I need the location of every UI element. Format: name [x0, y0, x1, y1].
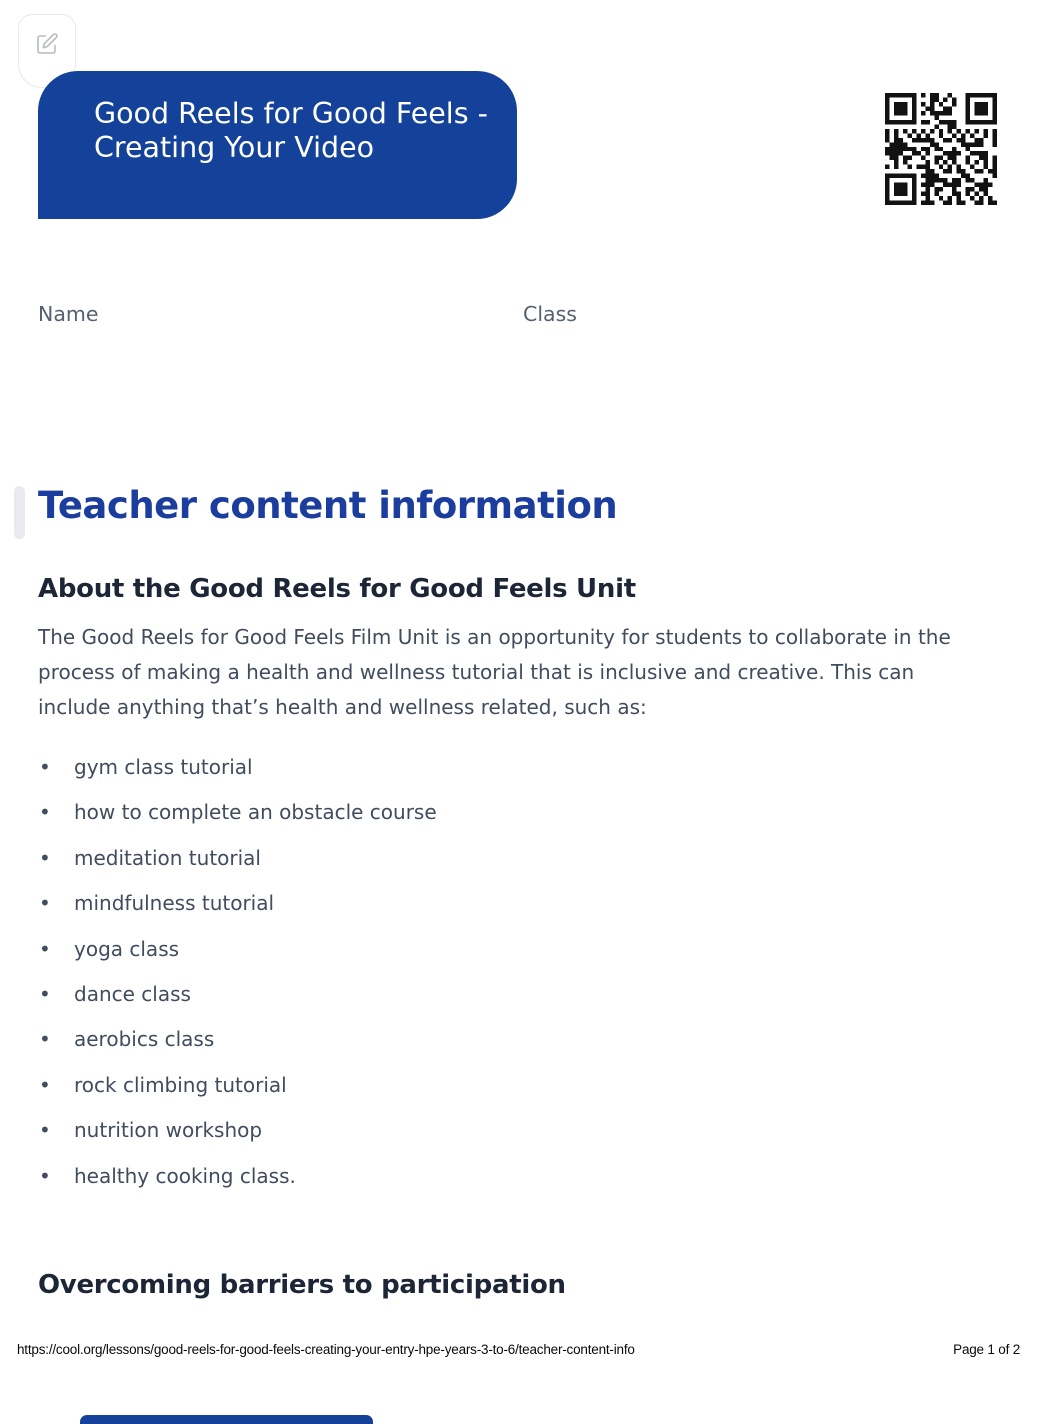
bullet-icon: • — [39, 936, 51, 961]
list-item: • aerobics class — [38, 1017, 938, 1062]
bullet-icon: • — [39, 982, 51, 1007]
list-item: • healthy cooking class. — [38, 1154, 938, 1199]
page-title: Teacher content information — [38, 484, 618, 527]
edit-square-icon — [35, 32, 59, 60]
list-item: • dance class — [38, 972, 938, 1017]
bullet-icon: • — [39, 1072, 51, 1097]
list-item: • meditation tutorial — [38, 836, 938, 881]
section-pill-marker — [14, 486, 25, 539]
bullet-icon: • — [39, 755, 51, 779]
footer-url: https://cool.org/lessons/good-reels-for-good-feels-creating-your-entry-hpe-years-3-to-6/teacher-content-info — [17, 1342, 635, 1357]
bullet-icon: • — [39, 800, 51, 825]
bullet-icon: • — [39, 845, 51, 870]
next-page-title-box-peek — [80, 1415, 373, 1424]
list-item: • nutrition workshop — [38, 1108, 938, 1153]
barriers-heading: Overcoming barriers to participation — [38, 1270, 566, 1300]
bullet-icon: • — [39, 1027, 51, 1052]
unit-ideas-list — [38, 745, 938, 1199]
list-item: • rock climbing tutorial — [38, 1063, 938, 1108]
list-item: • how to complete an obstacle course — [38, 790, 938, 835]
page-indicator: Page 1 of 2 — [953, 1342, 1020, 1357]
list-item: • mindfulness tutorial — [38, 881, 938, 926]
bullet-icon: • — [39, 1118, 51, 1143]
name-label: Name — [38, 302, 99, 326]
list-item: • gym class tutorial — [38, 745, 938, 790]
bullet-icon: • — [39, 891, 51, 916]
list-item: • yoga class — [38, 927, 938, 972]
class-label: Class — [523, 302, 577, 326]
about-unit-paragraph: The Good Reels for Good Feels Film Unit is an opportunity for students to collaborate in the process of making a health and wellness tutorial that is inclusive and creative. This can include anything that’s health and wellness related, such as: — [38, 625, 951, 719]
qr-code — [885, 93, 997, 205]
about-unit-heading: About the Good Reels for Good Feels Unit — [38, 574, 636, 604]
page-footer — [17, 1342, 1020, 1357]
lesson-title: Good Reels for Good Feels - Creating Your Video — [94, 97, 488, 164]
lesson-title-box — [38, 71, 517, 219]
bullet-icon: • — [39, 1163, 51, 1188]
